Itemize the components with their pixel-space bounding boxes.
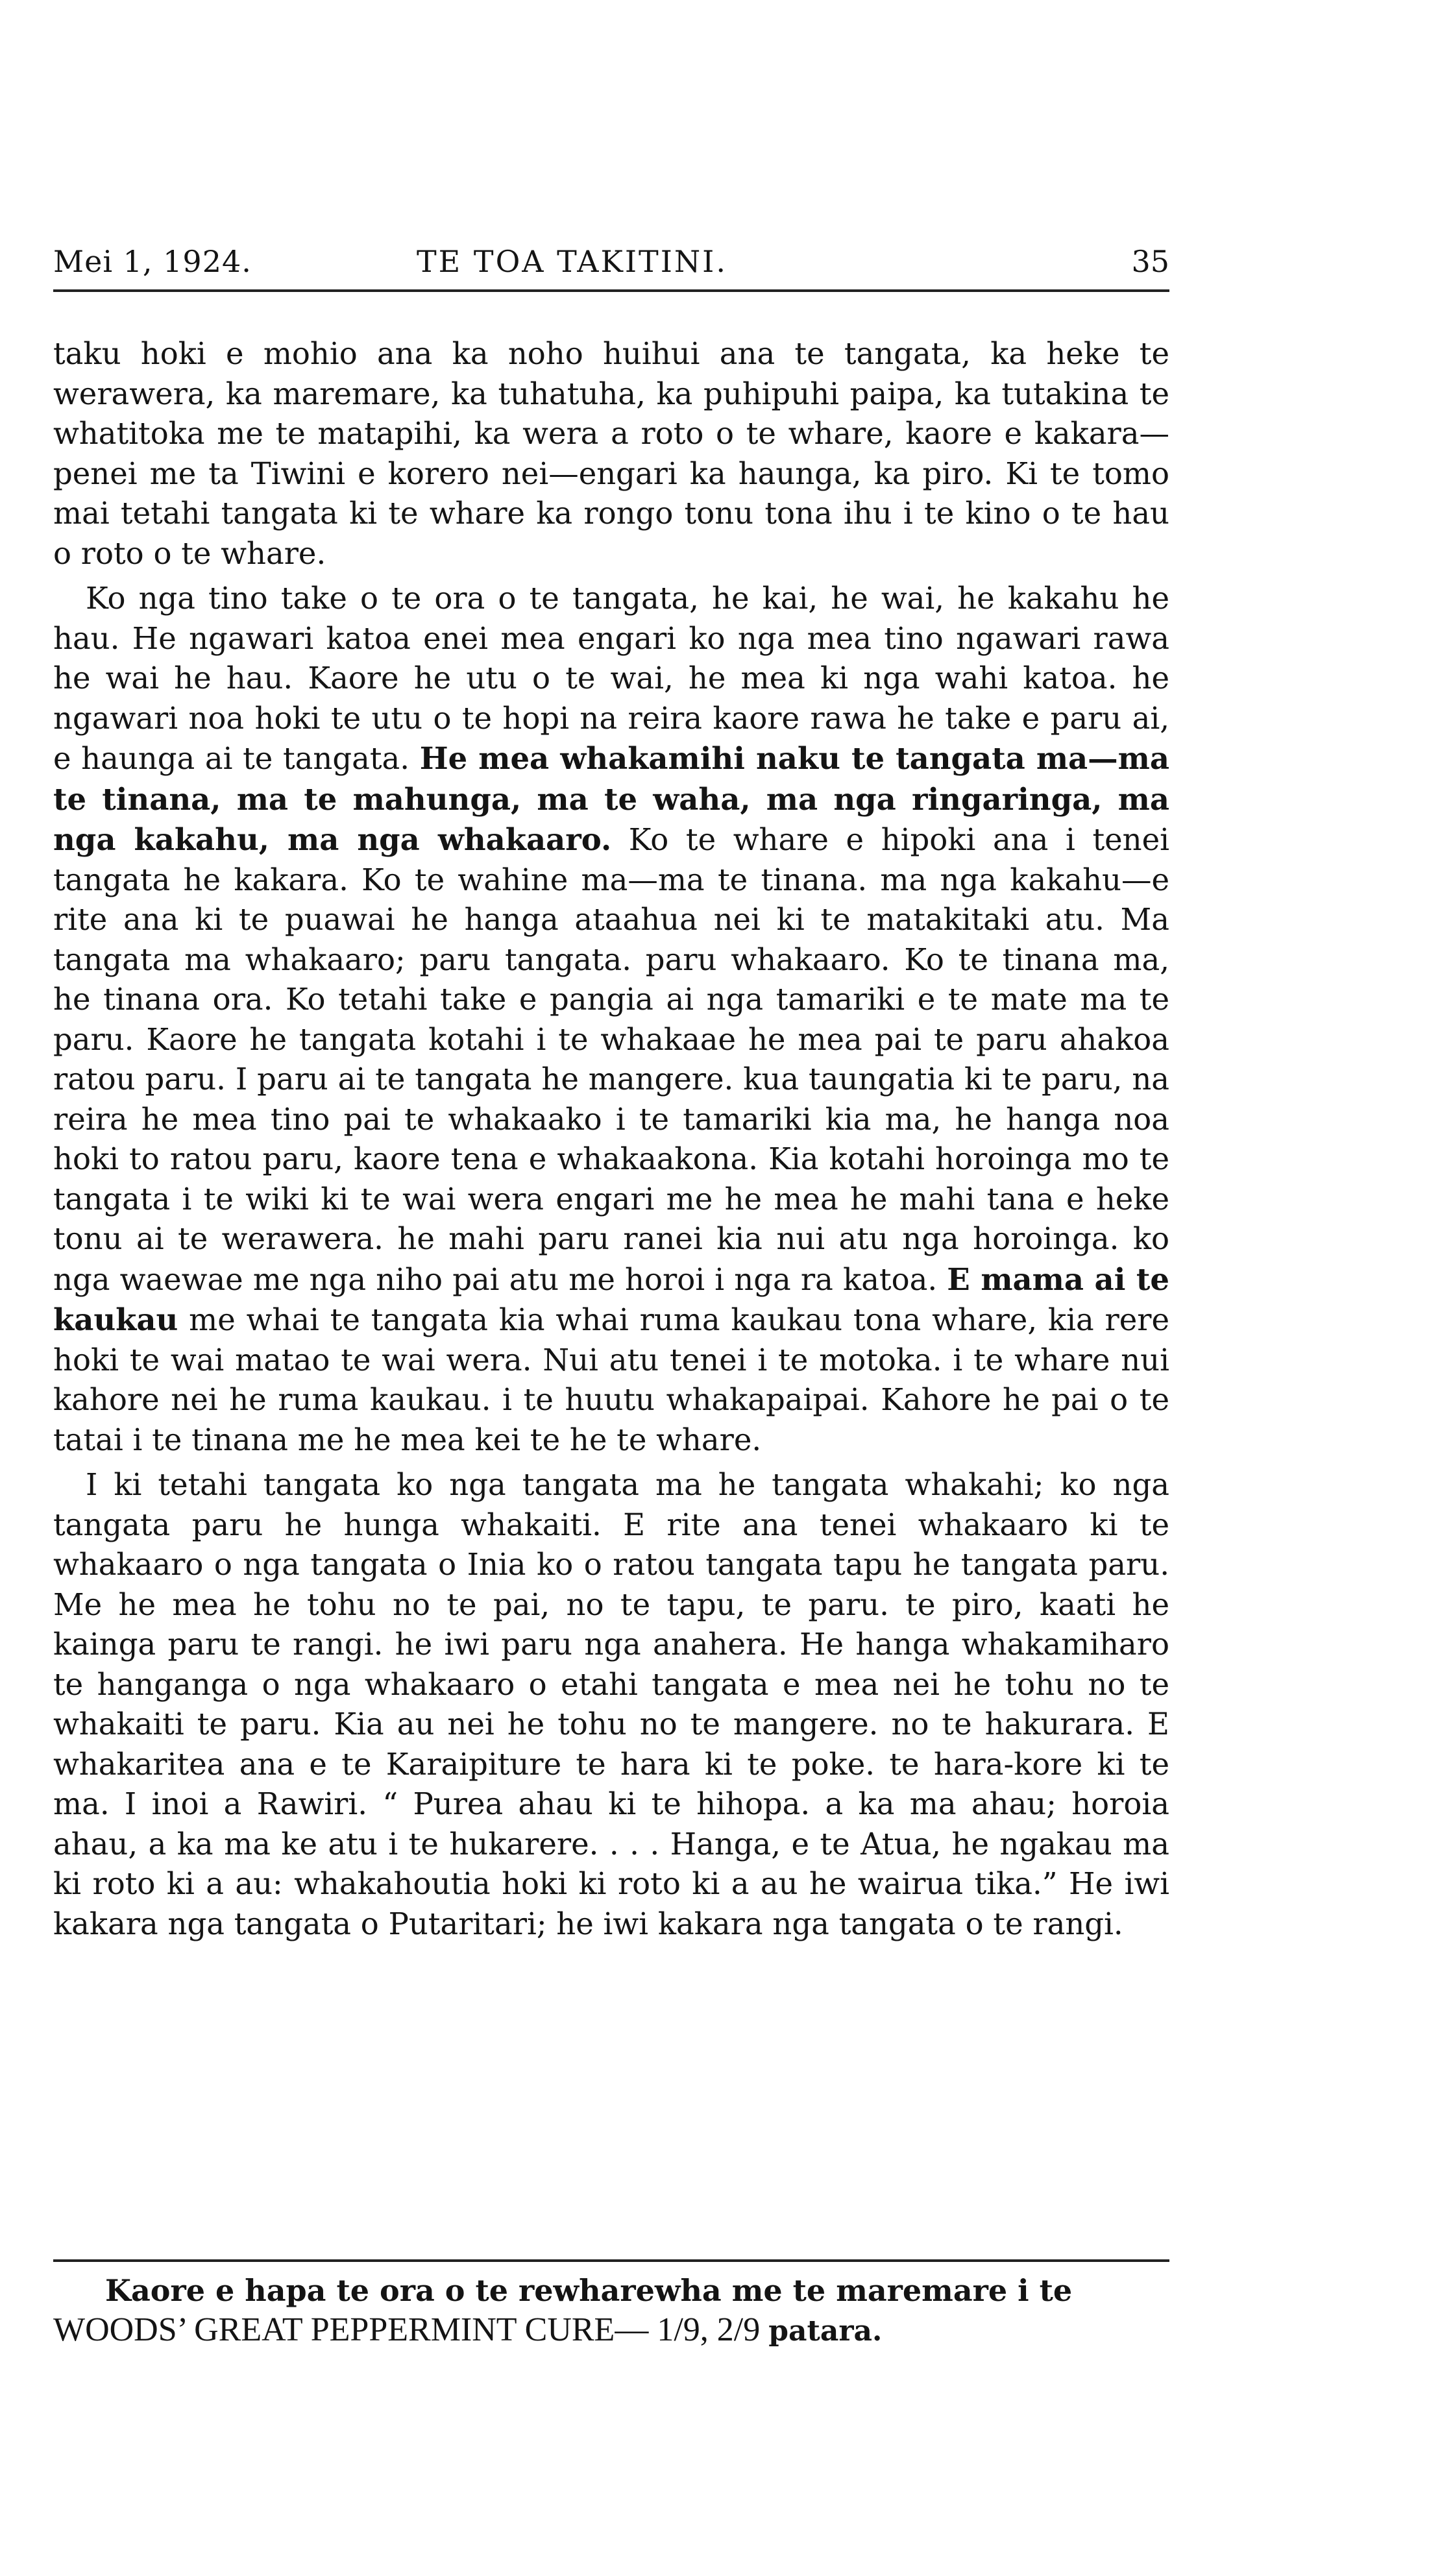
paragraph-1 bbox=[53, 334, 1169, 574]
paragraph-1-text: taku hoki e mohio ana ka noho huihui ana te tangata, ka heke te werawera, ka maremare, ka tuhatuha, ka puhipuhi paipa, ka tutakina te whatitoka me te matapihi, ka wera a roto o te whare, kaore e kakara—penei me ta Tiwini e korero nei—engari ka haunga, ka piro. Ki te tomo mai tetahi tangata ki te whare ka rongo tonu tona ihu i te kino o te hau o roto o te whare. bbox=[53, 336, 1169, 571]
header-date: Mei 1, 1924. bbox=[53, 244, 252, 279]
paragraph-3-text: I ki tetahi tangata ko nga tangata ma he tangata whakahi; ko nga tangata paru he hunga whakaiti. E rite ana tenei whakaaro ki te whakaaro o nga tangata o Inia ko o ratou tangata tapu he tangata paru. Me he mea he tohu no te pai, no te tapu, te paru. te piro, kaati he kainga paru te rangi. he iwi paru nga anahera. He hanga whakamiharo te hanganga o nga whakaaro o etahi tangata e mea nei he tohu no te whakaiti te paru. Kia au nei he tohu no te mangere. no te hakurara. E whakaritea ana e te Karaipiture te hara ki te poke. te hara-kore ki te ma. I inoi a Rawiri. “ Purea ahau ki te hihopa. a ka ma ahau; horoia ahau, a ka ma ke atu i te hukarere. . . . Hanga, e te Atua, he ngakau ma ki roto ki a au: whakahoutia hoki ki roto ki a au he wairua tika.” He iwi kakara nga tangata o Putaritari; he iwi kakara nga tangata o te rangi. bbox=[53, 1467, 1169, 1941]
advert-rule bbox=[53, 2259, 1169, 2262]
advert-unit: patara. bbox=[768, 2315, 883, 2348]
advert-price: 1/9, 2/9 bbox=[657, 2311, 761, 2348]
paragraph-2-rest2: me whai te tangata kia whai ruma kaukau tona whare, kia rere hoki te wai matao te wai wera. Nui atu tenei i te motoka. i te whare nui kahore nei he ruma kaukau. i te huutu whakapaipai. Kahore he pai o te tatai i te tinana me he mea kei te he te whare. bbox=[53, 1302, 1170, 1457]
page-header bbox=[53, 239, 1169, 286]
paragraph-2-bold2: E mama ai te kaukau bbox=[53, 1261, 1169, 1337]
paragraph-2 bbox=[53, 579, 1169, 1460]
paragraph-2-rest: Ko te whare e hipoki ana i tenei tangata he kakara. Ko te wahine ma—ma te tinana. ma nga kakahu—e rite ana ki te puawai he hanga ataahua nei ki te matakitaki atu. Ma tangata ma whakaaro; paru tangata. paru whakaaro. Ko te tinana ma, he tinana ora. Ko tetahi take e pangia ai nga tamariki e te mate ma te paru. Kaore he tangata kotahi i te whakaae he mea pai te paru ahakoa ratou paru. I paru ai te tangata he mangere. kua taungatia ki te paru, na reira he mea tino pai te whakaako i te tamariki kia ma, he hanga noa hoki to ratou paru, kaore tena e whakaakona. Kia kotahi horoinga mo te tangata i te wiki ki te wai wera engari me he mea he mahi tana e heke tonu ai te werawera. he mahi paru ranei kia nui atu nga horoinga. ko nga waewae me nga niho pai atu me horoi i nga ra katoa. bbox=[53, 822, 1169, 1297]
paragraph-2-bold: He mea whakamihi naku te tangata ma—ma te tinana, ma te mahunga, ma te waha, ma nga ringaringa, ma nga kakahu, ma nga whakaaro. bbox=[53, 740, 1169, 857]
advert-line-2 bbox=[53, 2310, 1169, 2351]
header-title: TE TOA TAKITINI. bbox=[417, 244, 727, 279]
header-rule bbox=[53, 289, 1169, 292]
paragraph-2-text: Ko nga tino take o te ora o te tangata, he kai, he wai, he kakahu he hau. He ngawari katoa enei mea engari ko nga mea tino ngawari rawa he wai he hau. Kaore he utu o te wai, he mea ki nga wahi katoa. he ngawari noa hoki te utu o te hopi na reira kaore rawa he take e paru ai, e haunga ai te tangata. bbox=[53, 581, 1169, 776]
page-number: 35 bbox=[1131, 244, 1169, 279]
article-body bbox=[53, 334, 1169, 1949]
advertisement bbox=[53, 2271, 1169, 2351]
advert-line-1: Kaore e hapa te ora o te rewharewha me te maremare i te bbox=[105, 2273, 1073, 2308]
paragraph-3 bbox=[53, 1465, 1169, 1944]
advert-brand: WOODS’ GREAT PEPPERMINT CURE— bbox=[53, 2311, 649, 2348]
